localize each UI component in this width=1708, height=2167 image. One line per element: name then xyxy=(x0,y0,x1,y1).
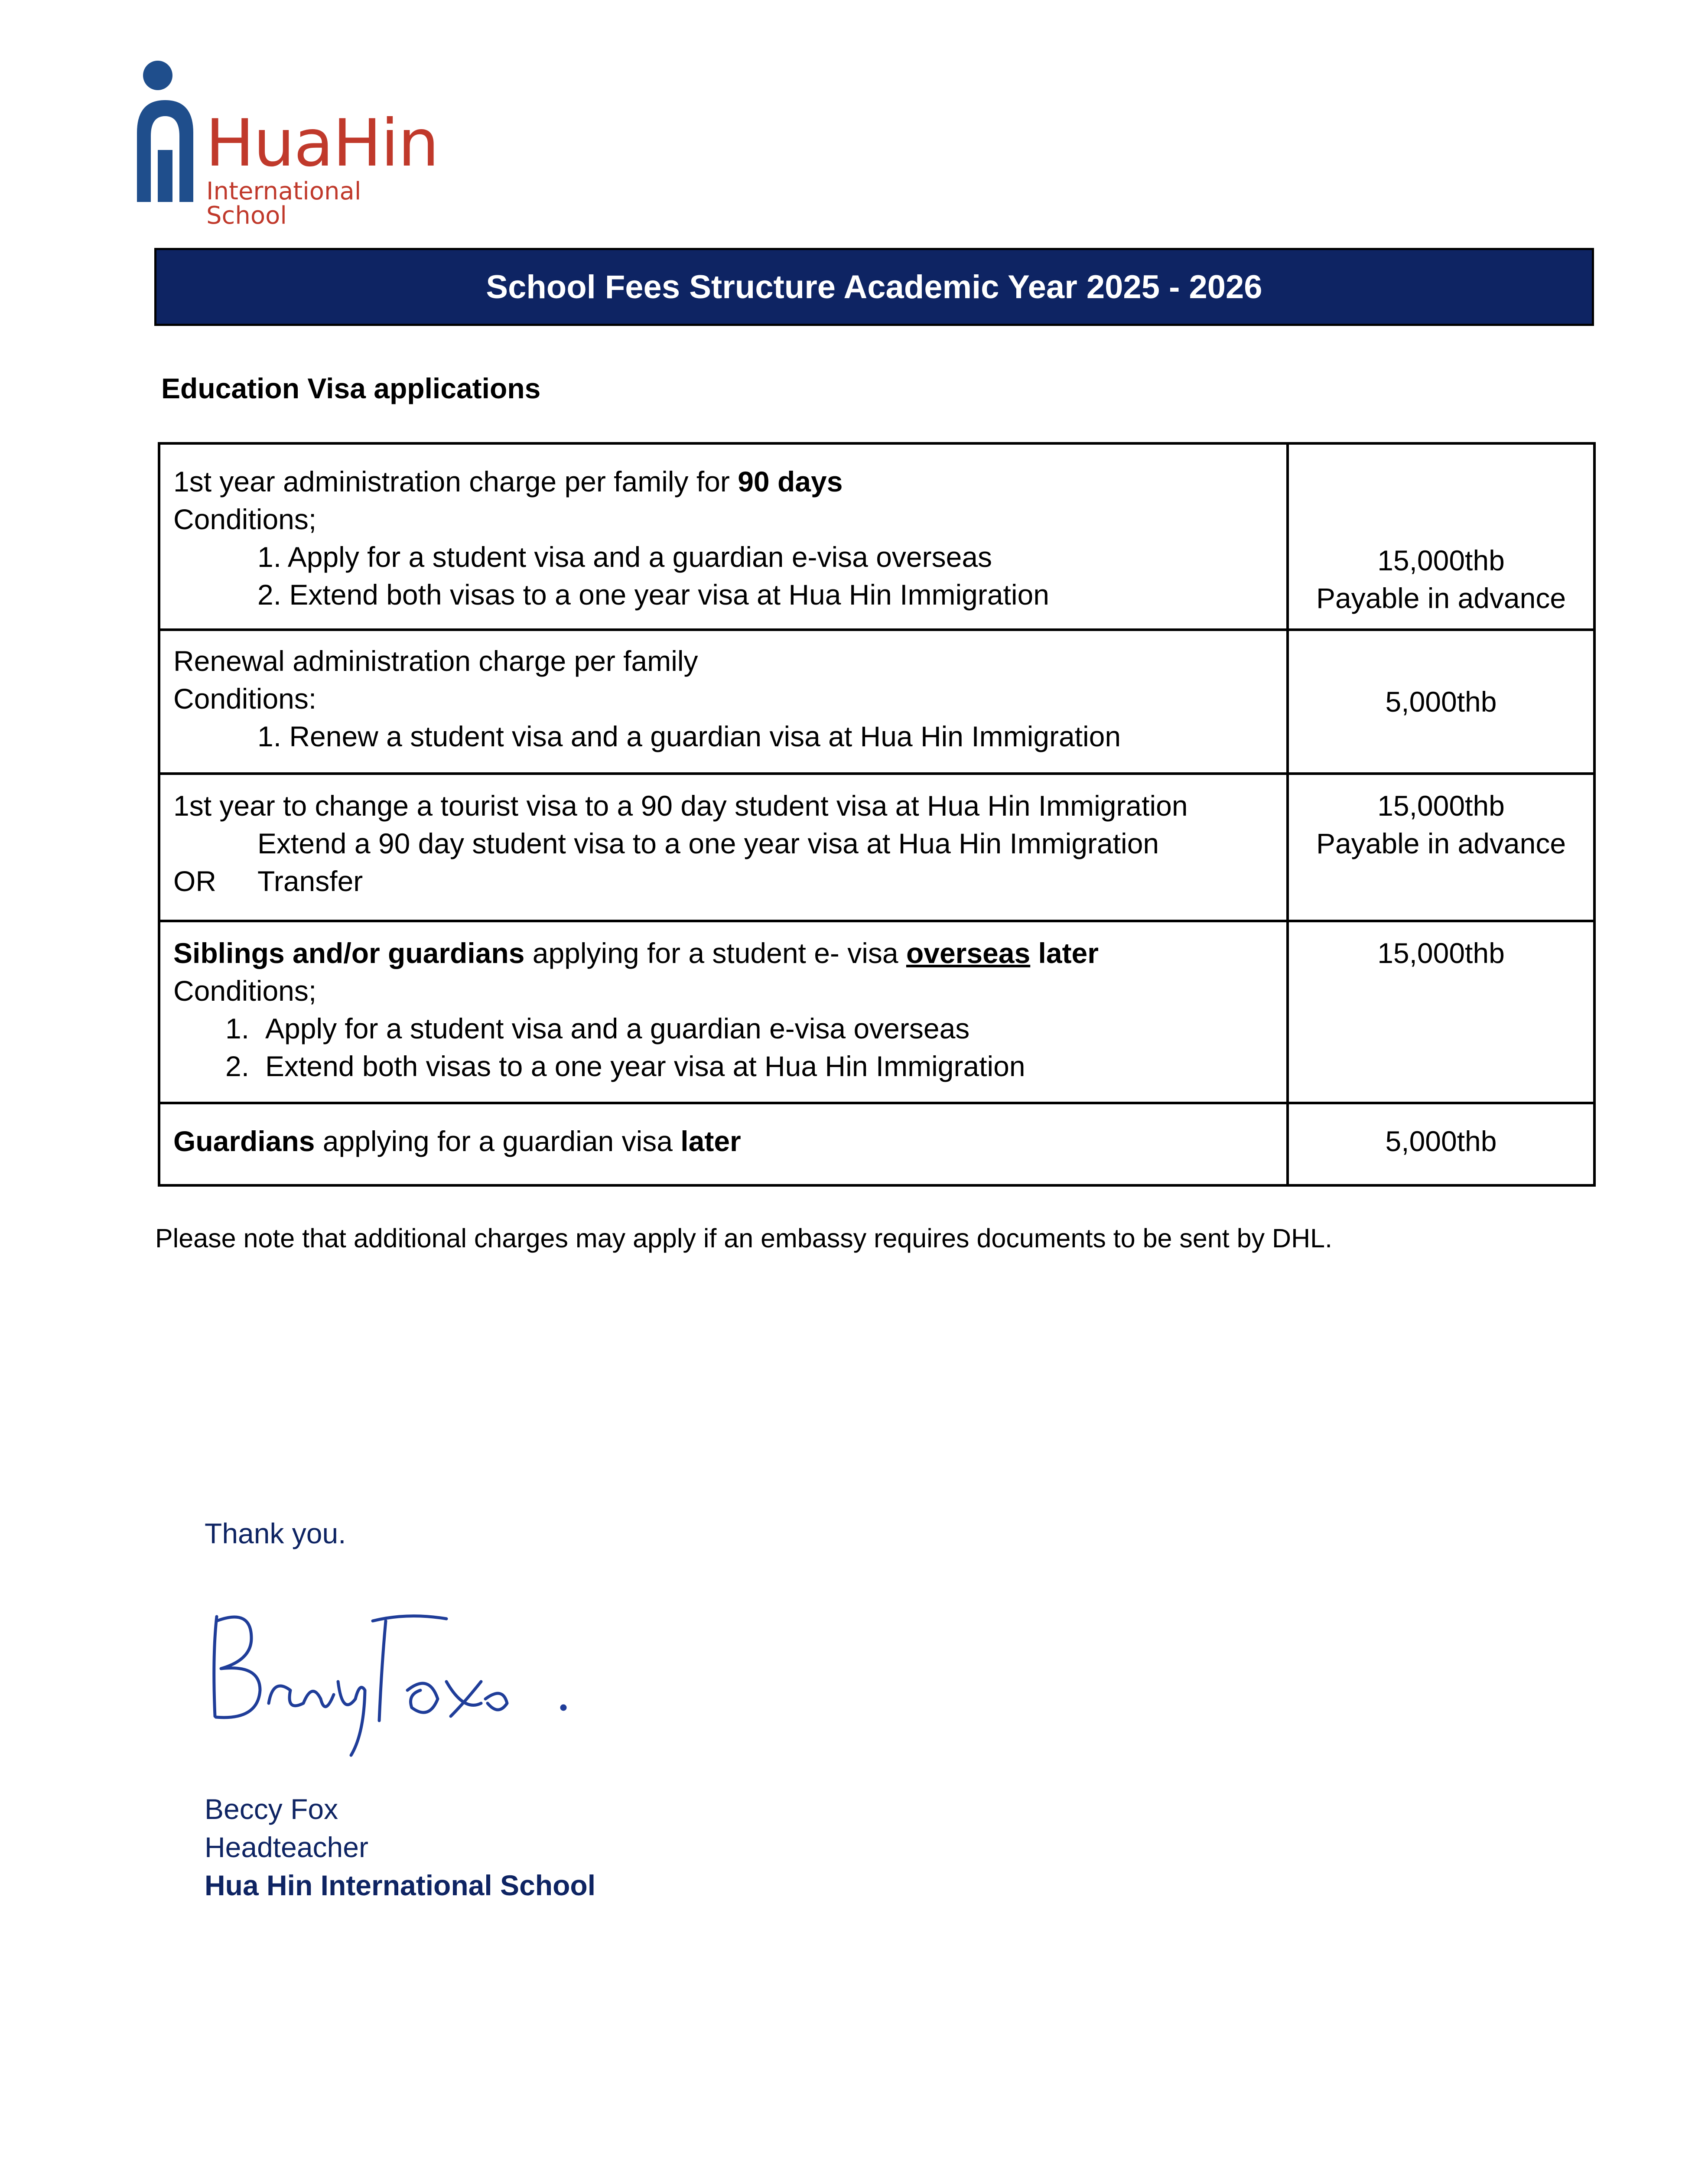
condition-item xyxy=(173,1048,1273,1085)
item-text: Extend both visas to a one year visa at Hua Hin Immigration xyxy=(265,1050,1025,1082)
section-title: Education Visa applications xyxy=(161,372,541,404)
table-row xyxy=(159,774,1594,921)
underlined-text: overseas xyxy=(906,937,1031,969)
item-text: Apply for a student visa and a guardian e-visa overseas xyxy=(265,1012,970,1044)
fee-amount: 5,000thb xyxy=(1385,1125,1497,1157)
thanks-text: Thank you. xyxy=(205,1517,346,1549)
row-bold-text: later xyxy=(1030,937,1099,969)
condition-item: 1. Apply for a student visa and a guardian e-visa overseas xyxy=(257,541,992,573)
signatory-role: Headteacher xyxy=(205,1831,368,1863)
item-number: 1. xyxy=(225,1012,250,1044)
signatory-name: Beccy Fox xyxy=(205,1793,338,1825)
row-bold-text: Siblings and/or guardians xyxy=(173,937,525,969)
conditions-label: Conditions: xyxy=(173,683,317,715)
conditions-label: Conditions; xyxy=(173,975,317,1007)
or-label: OR xyxy=(173,865,216,897)
logo-wordmark: HuaHin xyxy=(205,106,439,181)
table-row xyxy=(159,443,1594,630)
page-title-banner xyxy=(154,248,1594,326)
row-text: Renewal administration charge per family xyxy=(173,645,698,677)
fee-amount: 15,000thb xyxy=(1377,937,1505,969)
fees-table xyxy=(158,442,1596,1187)
row-text: applying for a student e- visa xyxy=(524,937,906,969)
row-bold-text: later xyxy=(680,1125,741,1157)
fee-description xyxy=(159,443,1288,630)
fee-amount-cell xyxy=(1288,443,1594,630)
fee-amount-cell xyxy=(1288,630,1594,774)
fee-amount: 5,000thb xyxy=(1385,685,1497,718)
dhl-note: Please note that additional charges may apply if an embassy requires documents to be sent by DHL. xyxy=(155,1223,1333,1253)
table-row xyxy=(159,630,1594,774)
logo-subtitle: International School xyxy=(206,177,361,230)
condition-item xyxy=(173,1010,1273,1048)
fee-note: Payable in advance xyxy=(1316,582,1566,614)
row-bold-text: 90 days xyxy=(738,465,843,498)
fee-description xyxy=(159,1103,1288,1185)
fee-amount-cell xyxy=(1288,774,1594,921)
fee-description xyxy=(159,921,1288,1103)
condition-item: 1. Renew a student visa and a guardian visa at Hua Hin Immigration xyxy=(257,720,1121,752)
row-text: 1st year administration charge per family for xyxy=(173,465,738,498)
condition-item: 2. Extend both visas to a one year visa at Hua Hin Immigration xyxy=(257,579,1049,611)
signatory-block xyxy=(205,1790,595,1904)
or-transfer-line xyxy=(173,862,1273,900)
row-bold-text: Guardians xyxy=(173,1125,315,1157)
row-text: 1st year to change a tourist visa to a 90 day student visa at Hua Hin Immigration xyxy=(173,790,1188,822)
signatory-school: Hua Hin International School xyxy=(205,1869,596,1901)
transfer-label: Transfer xyxy=(257,865,363,897)
table-row xyxy=(159,1103,1594,1185)
row-text: applying for a guardian visa xyxy=(315,1125,681,1157)
fee-note: Payable in advance xyxy=(1316,827,1566,859)
fee-amount-cell xyxy=(1288,921,1594,1103)
fee-description xyxy=(159,630,1288,774)
fee-amount: 15,000thb xyxy=(1377,544,1505,576)
fee-amount-cell xyxy=(1288,1103,1594,1185)
conditions-label: Conditions; xyxy=(173,503,317,535)
item-number: 2. xyxy=(225,1050,250,1082)
fee-amount: 15,000thb xyxy=(1377,790,1505,822)
handwritten-signature xyxy=(204,1604,594,1768)
page-title: School Fees Structure Academic Year 2025 - 2026 xyxy=(486,268,1262,306)
fee-description xyxy=(159,774,1288,921)
table-row xyxy=(159,921,1594,1103)
school-logo xyxy=(133,59,445,230)
row-text: Extend a 90 day student visa to a one year visa at Hua Hin Immigration xyxy=(257,827,1159,859)
person-logo-icon xyxy=(133,59,198,206)
